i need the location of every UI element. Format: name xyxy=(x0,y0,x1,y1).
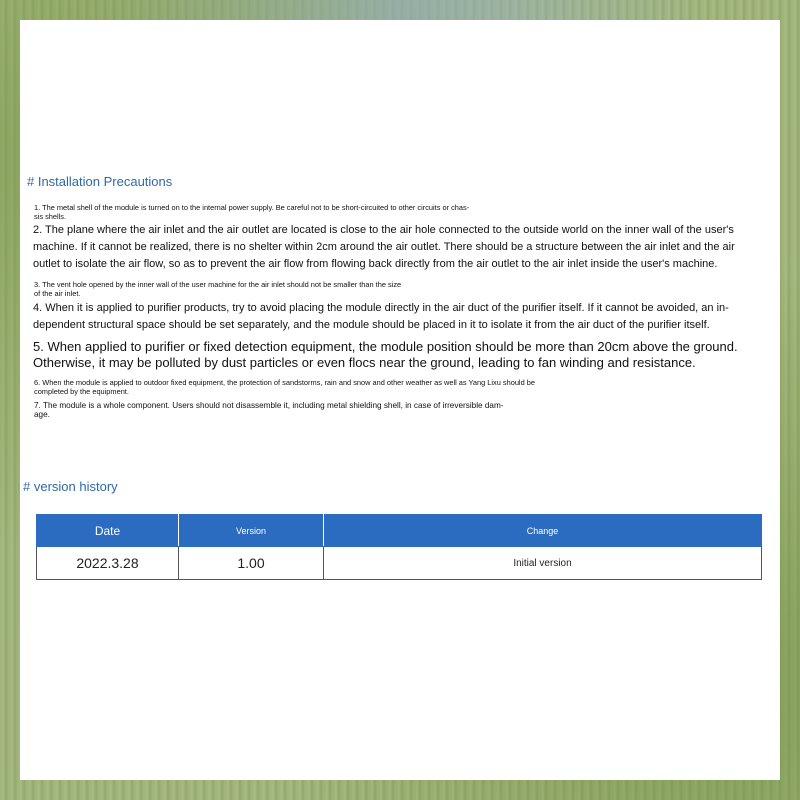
precaution-item-2 xyxy=(33,222,735,273)
cell-change: Initial version xyxy=(324,547,762,580)
precaution-item-3-line: 3. The vent hole opened by the inner wall of the user machine for the air inlet should not be smaller than the size xyxy=(34,280,402,289)
installation-heading: # Installation Precautions xyxy=(27,174,173,189)
precaution-item-6-line: completed by the equipment. xyxy=(34,387,129,396)
version-history-heading: # version history xyxy=(23,479,118,494)
precaution-item-3 xyxy=(34,280,401,298)
precaution-item-6-line: 6. When the module is applied to outdoor fixed equipment, the protection of sandstorms, rain and snow and other weather as well as Yang Lixu should be xyxy=(34,378,535,387)
precaution-item-1 xyxy=(34,203,469,221)
precaution-item-1-line: sis shells. xyxy=(34,212,67,221)
precaution-item-2-line: 2. The plane where the air inlet and the air outlet are located is close to the air hole connected to the outside world on the inner wall of the user's xyxy=(33,224,734,236)
precaution-item-5-line: 5. When applied to purifier or fixed detection equipment, the module position should be more than 20cm above the ground. xyxy=(33,339,738,354)
precaution-item-4-line: dependent structural space should be set separately, and the module should be placed in it to isolate it from the air duct of the purifier itself. xyxy=(33,319,710,331)
precaution-item-6 xyxy=(34,378,535,396)
document-page xyxy=(20,20,780,780)
table-row xyxy=(37,547,762,580)
precaution-item-7-line: age. xyxy=(34,410,50,419)
precaution-item-3-line: of the air inlet. xyxy=(34,289,81,298)
column-header-change: Change xyxy=(324,515,762,547)
column-header-date: Date xyxy=(37,515,179,547)
precaution-item-2-line: machine. If it cannot be realized, there is no shelter within 2cm around the air outlet. There should be a structure between the air inlet and the air xyxy=(33,241,735,253)
precaution-item-1-line: 1. The metal shell of the module is turned on to the internal power supply. Be careful not to be short-circuited to other circuits or chas- xyxy=(34,203,470,212)
version-history-table xyxy=(36,514,762,580)
precaution-item-7-line: 7. The module is a whole component. Users should not disassemble it, including metal shielding shell, in case of irreversible dam- xyxy=(34,401,504,410)
precaution-item-4 xyxy=(33,300,729,334)
precaution-item-5 xyxy=(33,339,738,371)
precaution-item-4-line: 4. When it is applied to purifier products, try to avoid placing the module directly in the air duct of the purifier itself. If it cannot be avoided, an in- xyxy=(33,302,729,314)
precaution-item-2-line: outlet to isolate the air flow, so as to prevent the air flow from flowing back directly from the air outlet to the air inlet inside the user's machine. xyxy=(33,258,718,270)
precaution-item-7 xyxy=(34,401,504,419)
table-header-row xyxy=(37,515,762,547)
cell-date: 2022.3.28 xyxy=(37,547,179,580)
column-header-version: Version xyxy=(179,515,324,547)
cell-version: 1.00 xyxy=(179,547,324,580)
precaution-item-5-line: Otherwise, it may be polluted by dust particles or even flocs near the ground, leading to fan winding and resistance. xyxy=(33,355,696,370)
